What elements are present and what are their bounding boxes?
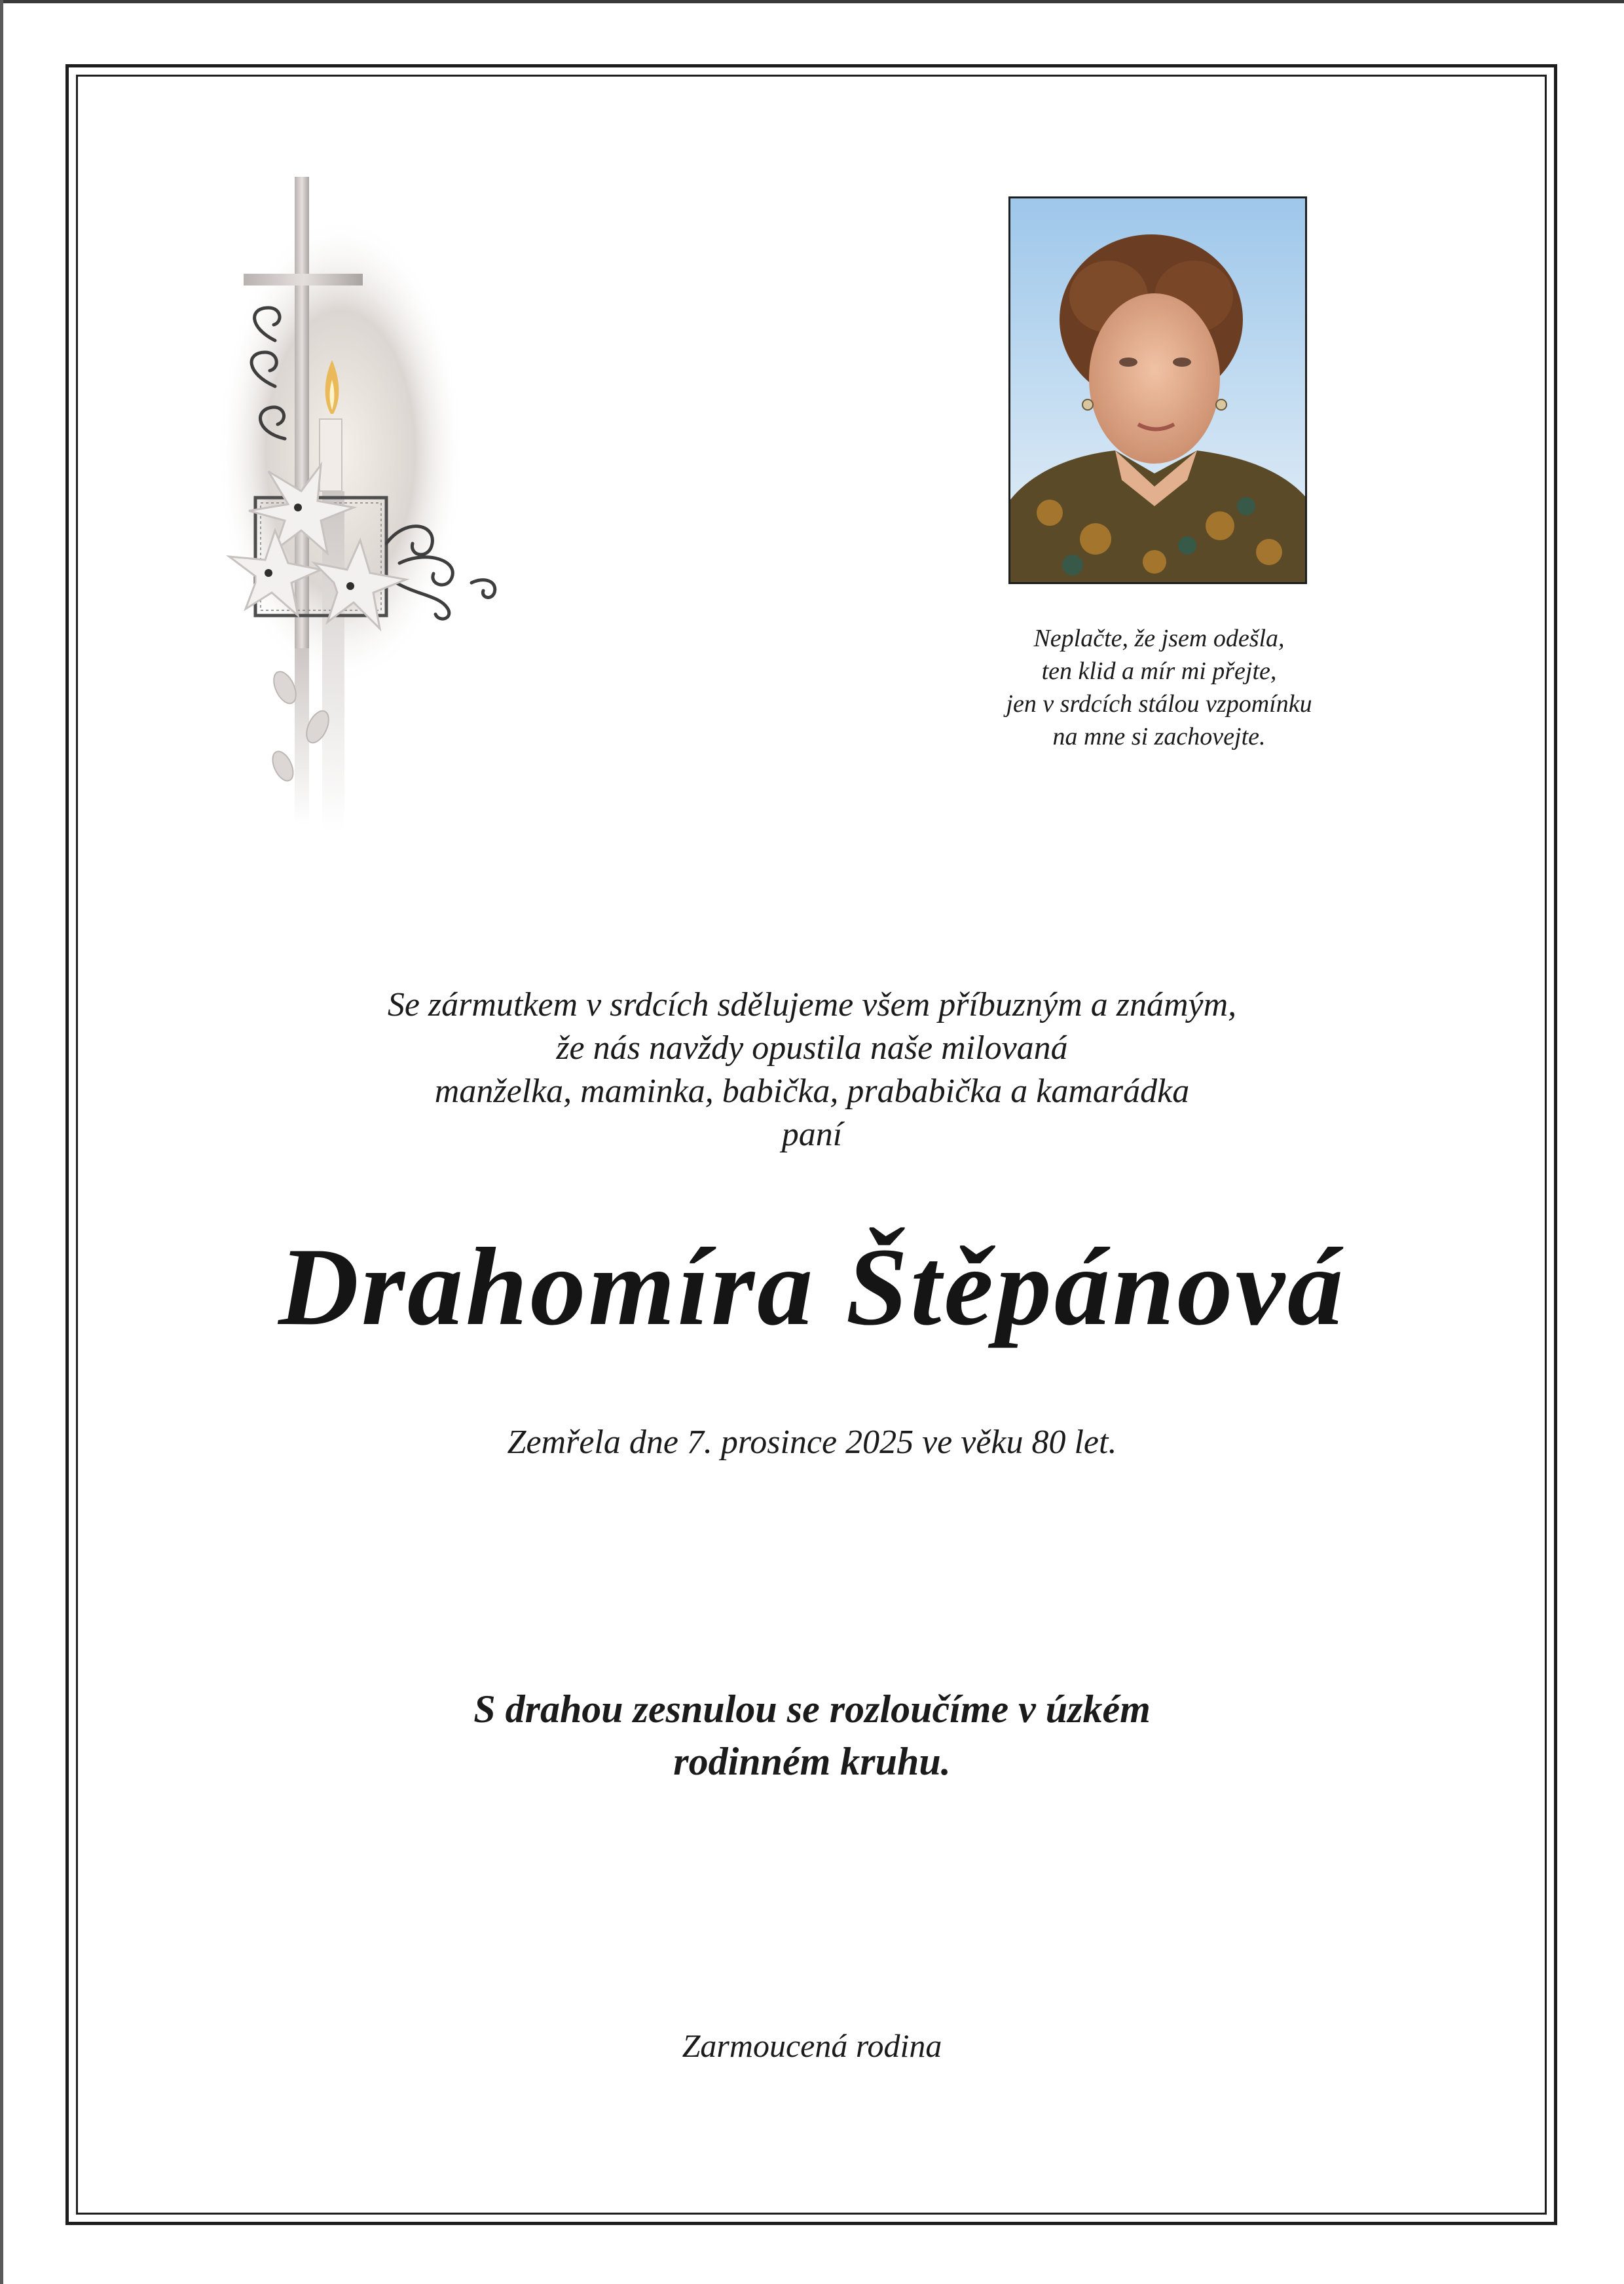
- farewell-line: S drahou zesnulou se rozloučíme v úzkém: [473, 1687, 1151, 1731]
- poem-line: na mne si zachovejte.: [1052, 723, 1266, 750]
- announcement-line: že nás navždy opustila naše milovaná: [556, 1029, 1068, 1067]
- scan-edge-top: [0, 0, 1624, 3]
- death-notice: Zemřela dne 7. prosince 2025 ve věku 80 let.: [507, 1424, 1117, 1461]
- family-signature: Zarmoucená rodina: [682, 2027, 942, 2064]
- poem-line: jen v srdcích stálou vzpomínku: [1006, 690, 1312, 718]
- deceased-name: Drahomíra Štěpánová: [278, 1225, 1346, 1348]
- portrait-photo: [1008, 196, 1307, 584]
- farewell-notice: [157, 1683, 1467, 1788]
- scan-edge-left: [0, 0, 3, 2284]
- poem-line: Neplačte, že jsem odešla,: [1033, 625, 1285, 652]
- cross-candle-lilies-icon: [210, 177, 517, 838]
- announcement-line: Se zármutkem v srdcích sdělujeme všem příbuzným a známým,: [387, 986, 1237, 1023]
- poem-line: ten klid a mír mi přejte,: [1041, 657, 1277, 685]
- farewell-line: rodinném kruhu.: [673, 1740, 951, 1783]
- announcement-line: manželka, maminka, babička, prababička a kamarádka: [434, 1073, 1190, 1110]
- poem: [897, 622, 1421, 753]
- announcement: [157, 984, 1467, 1156]
- announcement-line: paní: [781, 1116, 843, 1153]
